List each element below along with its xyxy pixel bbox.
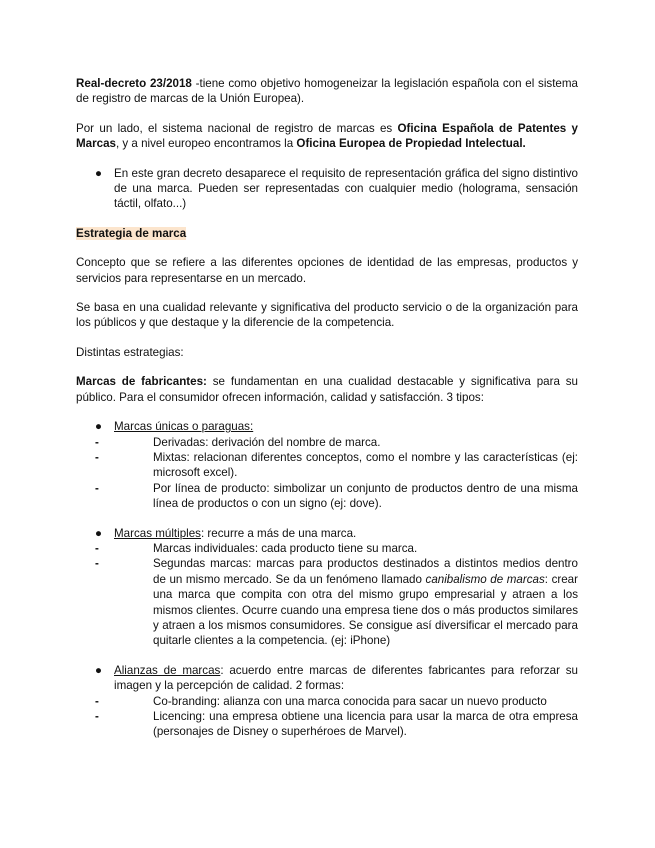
dash-text: Derivadas: derivación del nombre de marca. [153, 435, 381, 449]
paragraph-cualidad: Se basa en una cualidad relevante y significativa del producto servicio o de la organización para los públicos y que destaque y la diferencie de la competencia. [76, 301, 578, 330]
dash-icon: - [95, 557, 99, 571]
dash-text: Por línea de producto: simbolizar un conjunto de productos dentro de una misma línea de productos o con un signo (ej: dove). [153, 481, 578, 511]
segundas-marcas-text-1: Segundas marcas: marcas para productos destinados a distintos medios dentro de un mismo mercado. Se da un fenómeno llamado [153, 557, 578, 586]
bullet-icon: ● [95, 166, 103, 180]
bullet-list-decreto [76, 166, 578, 212]
segundas-marcas-text-2: : crear una marca que compita con otra del mismo grupo empresarial y atraen a los mismos clientes. Ocurre cuando una empresa tiene dos o más productos similares y atraen a los mismos consumidores. Se consigue así diversificar el mercado para quitarle clientes a la competencia. (ej: iPhone) [153, 572, 578, 648]
paragraph-real-decreto [76, 76, 578, 107]
dash-icon: - [95, 450, 99, 464]
oficinas-text-1: Por un lado, el sistema nacional de registro de marcas es [76, 121, 398, 135]
dash-icon: - [95, 694, 99, 708]
bullet-list-alianzas [76, 663, 578, 740]
dash-icon: - [95, 710, 99, 723]
real-decreto-text: -tiene como objetivo homogeneizar la legislación española con el sistema de registro de marcas de la Unión Europea). [76, 77, 578, 106]
canibalismo-term: canibalismo de marcas [425, 572, 545, 586]
dash-list-alianzas [76, 694, 578, 740]
bullet-icon: ● [95, 420, 103, 434]
list-item [76, 450, 578, 481]
list-item [76, 526, 578, 649]
section-title: Estrategia de marca [76, 226, 187, 240]
dash-list-marcas-multiples [76, 541, 578, 649]
fabricantes-title: Marcas de fabricantes: [76, 375, 207, 389]
document-body [76, 76, 578, 740]
list-item [76, 481, 578, 512]
list-item [76, 419, 578, 511]
paragraph-oficinas [76, 121, 578, 152]
dash-list-marcas-unicas [76, 435, 578, 512]
dash-text: Co-branding: alianza con una marca conocida para sacar un nuevo producto [153, 694, 547, 708]
alianzas-label: Alianzas de marcas [114, 663, 221, 677]
dash-icon: - [95, 481, 99, 495]
paragraph-estrategias: Distintas estrategias: [76, 345, 184, 359]
bullet-text: En este gran decreto desaparece el requisito de representación gráfica del signo distintivo de una marca. Pueden ser representadas con cualquier medio (holograma, sensación táctil, olfato...) [114, 166, 578, 211]
oficina-europea: Oficina Europea de Propiedad Intelectual. [296, 137, 526, 151]
paragraph-fabricantes [76, 374, 578, 405]
oficinas-text-2: , y a nivel europeo encontramos la [115, 137, 297, 151]
marcas-unicas-label: Marcas únicas o paraguas: [114, 420, 254, 434]
list-item [76, 435, 578, 450]
dash-text [115, 556, 578, 648]
bullet-list-marcas-multiples [76, 526, 578, 649]
dash-icon: - [95, 541, 99, 555]
dash-icon: - [95, 435, 99, 449]
list-item [76, 556, 578, 648]
alianzas-text: : acuerdo entre marcas de diferentes fabricantes para reforzar su imagen y la percepción de calidad. 2 formas: [114, 663, 578, 693]
bullet-icon: ● [95, 663, 103, 677]
list-item [76, 694, 578, 709]
list-item [76, 709, 578, 740]
marcas-multiples-label: Marcas múltiples [114, 526, 201, 540]
bullet-list-marcas-unicas [76, 419, 578, 511]
real-decreto-title: Real-decreto 23/2018 [76, 77, 192, 90]
dash-text: Marcas individuales: cada producto tiene su marca. [153, 541, 418, 555]
marcas-multiples-text: : recurre a más de una marca. [200, 526, 357, 540]
bullet-icon: ● [95, 526, 103, 540]
list-item [76, 166, 578, 212]
dash-text: Mixtas: relacionan diferentes conceptos, como el nombre y las características (ej: microsoft excel). [153, 450, 578, 480]
fabricantes-text: se fundamentan en una cualidad destacable y significativa para su público. Para el consumidor ofrecen información, calidad y satisfacción. 3 tipos: [76, 375, 578, 404]
list-item [76, 541, 578, 556]
dash-text: Licencing: una empresa obtiene una licencia para usar la marca de otra empresa (personajes de Disney o superhéroes de Marvel). [153, 710, 578, 739]
list-item [76, 663, 578, 740]
oficina-espanola: Oficina Española de Patentes y Marcas [76, 121, 578, 151]
paragraph-concepto: Concepto que se refiere a las diferentes opciones de identidad de las empresas, productos y servicios para representarse en un mercado. [76, 256, 578, 285]
section-heading [76, 226, 578, 241]
